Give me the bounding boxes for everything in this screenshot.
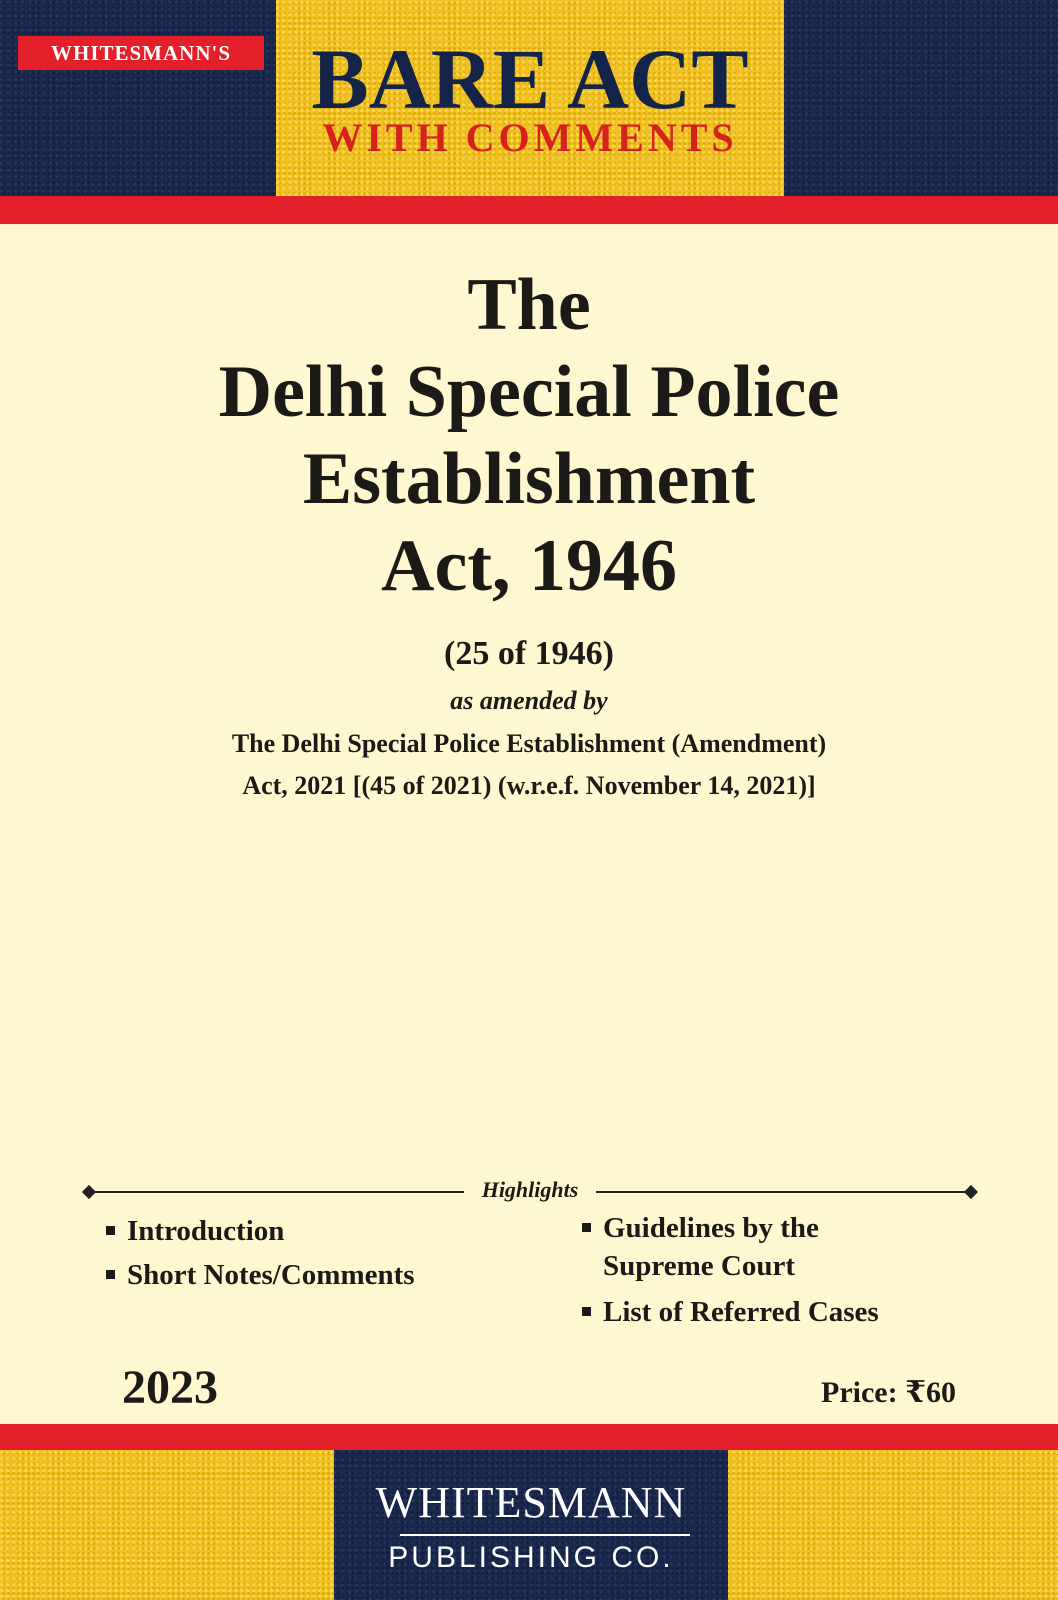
bullet-square-icon xyxy=(582,1307,591,1316)
highlight-item xyxy=(582,1293,879,1331)
title-line: Act, 1946 xyxy=(381,525,677,607)
highlight-text: Introduction xyxy=(127,1215,285,1247)
amendment-line: Act, 2021 [(45 of 2021) (w.r.e.f. November 14, 2021)] xyxy=(242,771,816,800)
amendment-line: The Delhi Special Police Establishment (Amendment) xyxy=(231,729,827,758)
highlights-rule-left xyxy=(88,1191,464,1193)
highlight-text: Guidelines by the Supreme Court xyxy=(603,1212,819,1282)
highlight-item xyxy=(582,1209,819,1285)
price-label: Price: ₹60 xyxy=(821,1376,956,1409)
highlight-text: Short Notes/Comments xyxy=(127,1259,415,1291)
title-line: Establishment xyxy=(302,438,756,520)
publisher-logo-name: WHITESMANN xyxy=(375,1478,687,1527)
publisher-divider xyxy=(400,1534,690,1536)
act-number: (25 of 1946) xyxy=(444,635,614,672)
bottom-red-stripe xyxy=(0,1424,1058,1450)
diamond-ornament-icon xyxy=(964,1185,978,1199)
title-line: Delhi Special Police xyxy=(218,351,840,433)
title-line: The xyxy=(467,264,591,346)
brand-badge: WHITESMANN'S xyxy=(18,36,264,70)
highlight-text: List of Referred Cases xyxy=(603,1296,879,1328)
highlight-item xyxy=(106,1256,415,1294)
highlights-label: Highlights xyxy=(481,1177,579,1202)
publisher-logo-subtitle: PUBLISHING CO. xyxy=(388,1541,674,1574)
series-title: BARE ACT xyxy=(311,31,749,127)
edition-year: 2023 xyxy=(122,1361,218,1414)
series-subtitle: WITH COMMENTS xyxy=(322,115,738,160)
book-title xyxy=(0,262,1058,610)
diamond-ornament-icon xyxy=(82,1185,96,1199)
bullet-square-icon xyxy=(582,1223,591,1232)
bullet-square-icon xyxy=(106,1270,115,1279)
amended-by-label: as amended by xyxy=(450,686,608,715)
highlights-rule-right xyxy=(596,1191,970,1193)
bullet-square-icon xyxy=(106,1226,115,1235)
top-red-stripe xyxy=(0,196,1058,224)
highlight-item xyxy=(106,1212,284,1250)
